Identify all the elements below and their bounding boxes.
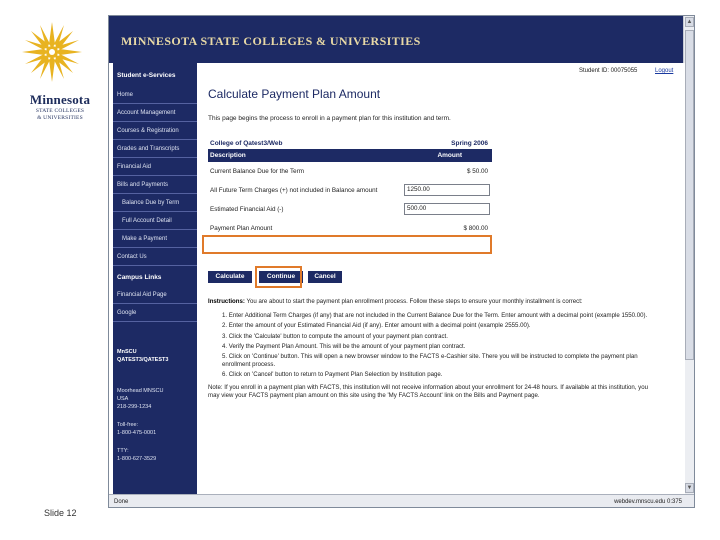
slide-number: Slide 12 (44, 508, 77, 518)
table-row (208, 181, 492, 200)
sidebar-item-home[interactable]: Home (113, 88, 197, 104)
address-line-1: Moorhead MNSCU (117, 388, 164, 394)
brand-line1: Minnesota (29, 92, 91, 107)
sidebar-item-make-payment[interactable]: Make a Payment (113, 232, 197, 248)
payment-plan-table (208, 138, 492, 238)
col-amount: Amount (437, 152, 462, 159)
banner-title: MINNESOTA STATE COLLEGES & UNIVERSITIES (121, 34, 421, 48)
row-label: Current Balance Due for the Term (210, 168, 305, 175)
status-done: Done (114, 499, 129, 505)
sidebar-item-google[interactable]: Google (113, 306, 197, 322)
address-phone: 218-299-1234 (117, 404, 152, 410)
calculate-button[interactable]: Calculate (208, 271, 252, 283)
financial-aid-input[interactable]: 500.00 (404, 203, 490, 215)
tollfree-number: 1-800-475-0001 (117, 430, 157, 436)
future-charges-input[interactable]: 1250.00 (404, 184, 490, 196)
instructions (208, 298, 660, 400)
sidebar-item-courses-registration[interactable]: Courses & Registration (113, 124, 197, 140)
scroll-up-icon[interactable]: ▲ (686, 19, 693, 25)
sidebar-item-balance-due[interactable]: Balance Due by Term (113, 196, 197, 212)
table-header-row (208, 150, 492, 162)
scroll-thumb[interactable] (685, 30, 694, 360)
list-item: 1. Enter Additional Term Charges (if any) that are not included in the Current Balance Due for the Term. Enter amount with a decimal point (example 1550.00). (222, 312, 648, 320)
address-line-2: USA (117, 396, 129, 402)
logout-link[interactable]: Logout (655, 68, 674, 74)
payment-plan-amount-value: $ 800.00 (463, 225, 488, 232)
sidebar-item-grades-transcripts[interactable]: Grades and Transcripts (113, 142, 197, 158)
brand-line3: & UNIVERSITIES (37, 115, 83, 121)
table-college-row (208, 138, 492, 150)
intro-text: This page begins the process to enroll in a payment plan for this institution and term. (208, 115, 451, 122)
site-banner (109, 16, 685, 63)
row-label: All Future Term Charges (+) not included in Balance amount (210, 187, 378, 194)
mnscu-logo-icon (22, 18, 82, 90)
sidebar-nav (113, 63, 197, 494)
row-label: Payment Plan Amount (210, 225, 273, 232)
sidebar-item-financial-aid-page[interactable]: Financial Aid Page (113, 288, 197, 304)
main-content (197, 63, 685, 494)
continue-highlight (255, 266, 302, 288)
sidebar-item-contact-us[interactable]: Contact Us (113, 250, 197, 266)
tty-label: TTY: (117, 448, 129, 454)
status-zone: webdev.mnscu.edu 0:375 (614, 499, 682, 505)
campus-links-title: Campus Links (117, 274, 162, 281)
sidebar-item-bills-payments[interactable]: Bills and Payments (113, 178, 197, 194)
page-title: Calculate Payment Plan Amount (208, 87, 381, 101)
tollfree-label: Toll-free: (117, 422, 139, 428)
cancel-button[interactable]: Cancel (308, 271, 342, 283)
continue-button[interactable]: Continue (259, 271, 303, 283)
list-item: 2. Enter the amount of your Estimated Financial Aid (if any). Enter amount with a decimal point (example 2555.00). (222, 322, 531, 330)
brand-line2: STATE COLLEGES (35, 108, 85, 114)
list-item: 3. Click the 'Calculate' button to compute the amount of your payment plan contract. (222, 332, 448, 340)
list-item: 6. Click on 'Cancel' button to return to Payment Plan Selection by Institution page. (222, 371, 443, 379)
college-name: College of Qatest3/Web (210, 140, 283, 147)
table-row (208, 162, 492, 181)
term-name: Spring 2006 (451, 140, 488, 147)
row-label: Estimated Financial Aid (-) (210, 206, 284, 213)
instruction-steps (208, 312, 660, 379)
sidebar-item-full-account-detail[interactable]: Full Account Detail (113, 214, 197, 230)
instructions-text: You are about to start the payment plan enrollment process. Follow these steps to ensure your monthly installment is correct: (246, 298, 583, 305)
sidebar-item-account-management[interactable]: Account Management (113, 106, 197, 122)
school-name: MnSCU QATEST3/QATEST3 (117, 349, 169, 363)
current-balance-value: $ 50.00 (466, 168, 488, 175)
note-text: Note: If you enroll in a payment plan with FACTS, this institution will not receive information about your enrollment for 24-48 hours. If available at this institution, you may view your FACTS payment plan amount on this site using the 'My FACTS Account' link on the Bills and Payment page. (208, 383, 648, 399)
sidebar-item-financial-aid[interactable]: Financial Aid (113, 160, 197, 176)
student-id: Student ID: 00075055 (579, 68, 638, 74)
nav-section-title: Student e-Services (117, 72, 176, 79)
table-row (208, 200, 492, 219)
scroll-down-icon[interactable]: ▼ (686, 485, 693, 491)
payment-plan-amount-highlight (202, 235, 492, 254)
instructions-lead: Instructions: (208, 298, 245, 305)
col-description: Description (210, 152, 246, 159)
tty-number: 1-800-627-3529 (117, 456, 157, 462)
status-bar (109, 494, 695, 508)
browser-window (108, 15, 695, 508)
list-item: 4. Verify the Payment Plan Amount. This will be the amount of your payment plan contract. (222, 342, 466, 350)
list-item: 5. Click on 'Continue' button. This will open a new browser window to the FACTS e-Cashier site. There you will be instructed to complete the payment plan enrollment process. (222, 353, 638, 369)
brand-wordmark (18, 92, 102, 122)
